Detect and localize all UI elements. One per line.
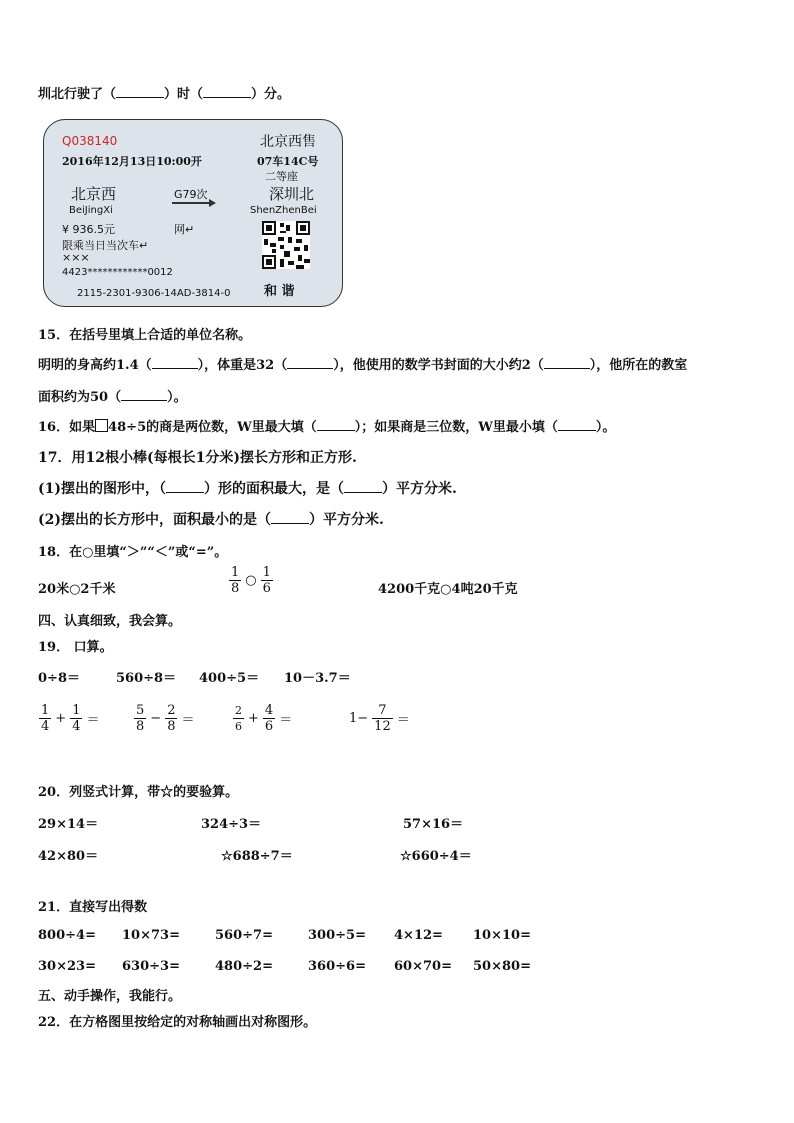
ticket-price: ¥ 936.5元 [62, 223, 115, 236]
q18-title: 18．在○里填“＞”“＜”或“=”。 [38, 545, 228, 560]
fraction: $\frac{1}{6}$ [262, 565, 271, 596]
q15-title: 15．在括号里填上合适的单位名称。 [38, 328, 252, 343]
answer-blank[interactable] [287, 356, 333, 369]
q18-item-c: 4200千克○4吨20千克 [378, 582, 518, 597]
ticket-datetime: 2016年12月13日10:00开 [62, 155, 202, 168]
q20-item: 57×16＝ [403, 817, 464, 832]
q19-item: 0÷8＝ [38, 671, 80, 686]
answer-blank[interactable] [544, 356, 590, 369]
ticket-serial: Q038140 [62, 134, 118, 148]
answer-blank[interactable] [344, 480, 382, 493]
q21-item: 800÷4= [38, 928, 96, 943]
q19-item: 10－3.7＝ [284, 671, 351, 686]
q17-title: 17．用12根小棒(每根长1分米)摆长方形和正方形. [38, 450, 357, 466]
q21-item: 560÷7= [215, 928, 273, 943]
q17-line1: (1)摆出的图形中，（ ）形的面积最大，是（ ）平方分米. [38, 481, 457, 497]
ticket-brand: 和 谐 [264, 284, 295, 299]
q19-item: 400÷5＝ [199, 671, 260, 686]
q19-fraction-item: $\frac{5}{8}$ − $\frac{2}{8}$ ＝ [136, 703, 195, 734]
q21-item: 4×12= [394, 928, 443, 943]
answer-blank[interactable] [203, 85, 251, 98]
q21-item: 360÷6= [308, 959, 366, 974]
q21-item: 630÷3= [122, 959, 180, 974]
q20-title: 20．列竖式计算，带☆的要验算。 [38, 785, 239, 800]
q21-item: 60×70= [394, 959, 452, 974]
answer-blank[interactable] [166, 480, 204, 493]
ticket-train-number: G79次 [174, 188, 208, 201]
answer-blank[interactable] [271, 511, 309, 524]
answer-blank[interactable] [317, 418, 355, 431]
q21-item: 300÷5= [308, 928, 366, 943]
q20-item: 42×80＝ [38, 849, 99, 864]
ticket-limit: 限乘当日当次车↵ [62, 239, 149, 252]
q21-item: 50×80= [473, 959, 531, 974]
section-5-heading: 五、动手操作，我能行。 [38, 989, 182, 1004]
direction-arrow [172, 202, 210, 204]
q20-item: ☆688÷7＝ [221, 849, 293, 864]
ticket-to-pinyin: ShenZhenBei [250, 205, 317, 216]
answer-blank[interactable] [558, 418, 596, 431]
ticket-passenger-name: ××× [62, 251, 90, 264]
train-ticket [43, 119, 343, 307]
q20-item: 324÷3＝ [201, 817, 262, 832]
answer-blank[interactable] [116, 85, 164, 98]
ticket-to-station: 深圳北 [269, 185, 315, 203]
ticket-class: 二等座 [265, 170, 298, 183]
q21-item: 10×10= [473, 928, 531, 943]
q21-title: 21．直接写出得数 [38, 900, 148, 915]
qr-code-icon [262, 221, 310, 269]
answer-blank[interactable] [152, 356, 198, 369]
q22-title: 22．在方格图里按给定的对称轴画出对称图形。 [38, 1015, 317, 1030]
square-box-icon [95, 419, 108, 432]
q18-item-a: 20米○2千米 [38, 582, 116, 597]
q19-fraction-item: $\frac{1}{4}$ + $\frac{1}{4}$ ＝ [41, 703, 100, 734]
q19-item: 560÷8＝ [116, 671, 177, 686]
q21-item: 480÷2= [215, 959, 273, 974]
q19-fraction-item: $\frac{2}{6}$ + $\frac{4}{6}$ ＝ [235, 703, 293, 734]
q20-item: 29×14＝ [38, 817, 99, 832]
q17-line2: (2)摆出的长方形中，面积最小的是（ ）平方分米. [38, 512, 384, 528]
q21-item: 10×73= [122, 928, 180, 943]
fraction: $\frac{1}{8}$ [231, 565, 240, 596]
q14-tail-line: 圳北行驶了（ ）时（ ）分。 [38, 87, 291, 102]
q19-title: 19． 口算。 [38, 640, 113, 655]
q21-item: 30×23= [38, 959, 96, 974]
arrow-head-icon [209, 199, 216, 207]
ticket-code: 2115-2301-9306-14AD-3814-0 [77, 288, 231, 299]
ticket-from-station: 北京西 [71, 185, 117, 203]
ticket-sale-station: 北京西售 [260, 134, 316, 150]
ticket-seat-number: 07车14C号 [257, 155, 319, 168]
q16-line: 16．如果 48÷5的商是两位数，W里最大填（ ）；如果商是三位数，W里最小填（ ）。 [38, 420, 616, 435]
q15-line2: 面积约为50（ ）。 [38, 390, 187, 405]
q20-item: ☆660÷4＝ [400, 849, 472, 864]
ticket-net: 网↵ [174, 223, 195, 236]
answer-blank[interactable] [121, 388, 167, 401]
q19-fraction-item: 1− $\frac{7}{12}$ ＝ [349, 703, 410, 734]
section-4-heading: 四、认真细致，我会算。 [38, 614, 182, 629]
q15-line1: 明明的身高约1.4（ ），体重是32（ ），他使用的数学书封面的大小约2（ ），他所在的教室 [38, 358, 688, 373]
q18-item-b: $\frac{1}{8}$ ○ $\frac{1}{6}$ [231, 565, 271, 596]
ticket-id-number: 4423************0012 [62, 267, 173, 278]
ticket-from-pinyin: BeiJingXi [69, 205, 113, 216]
